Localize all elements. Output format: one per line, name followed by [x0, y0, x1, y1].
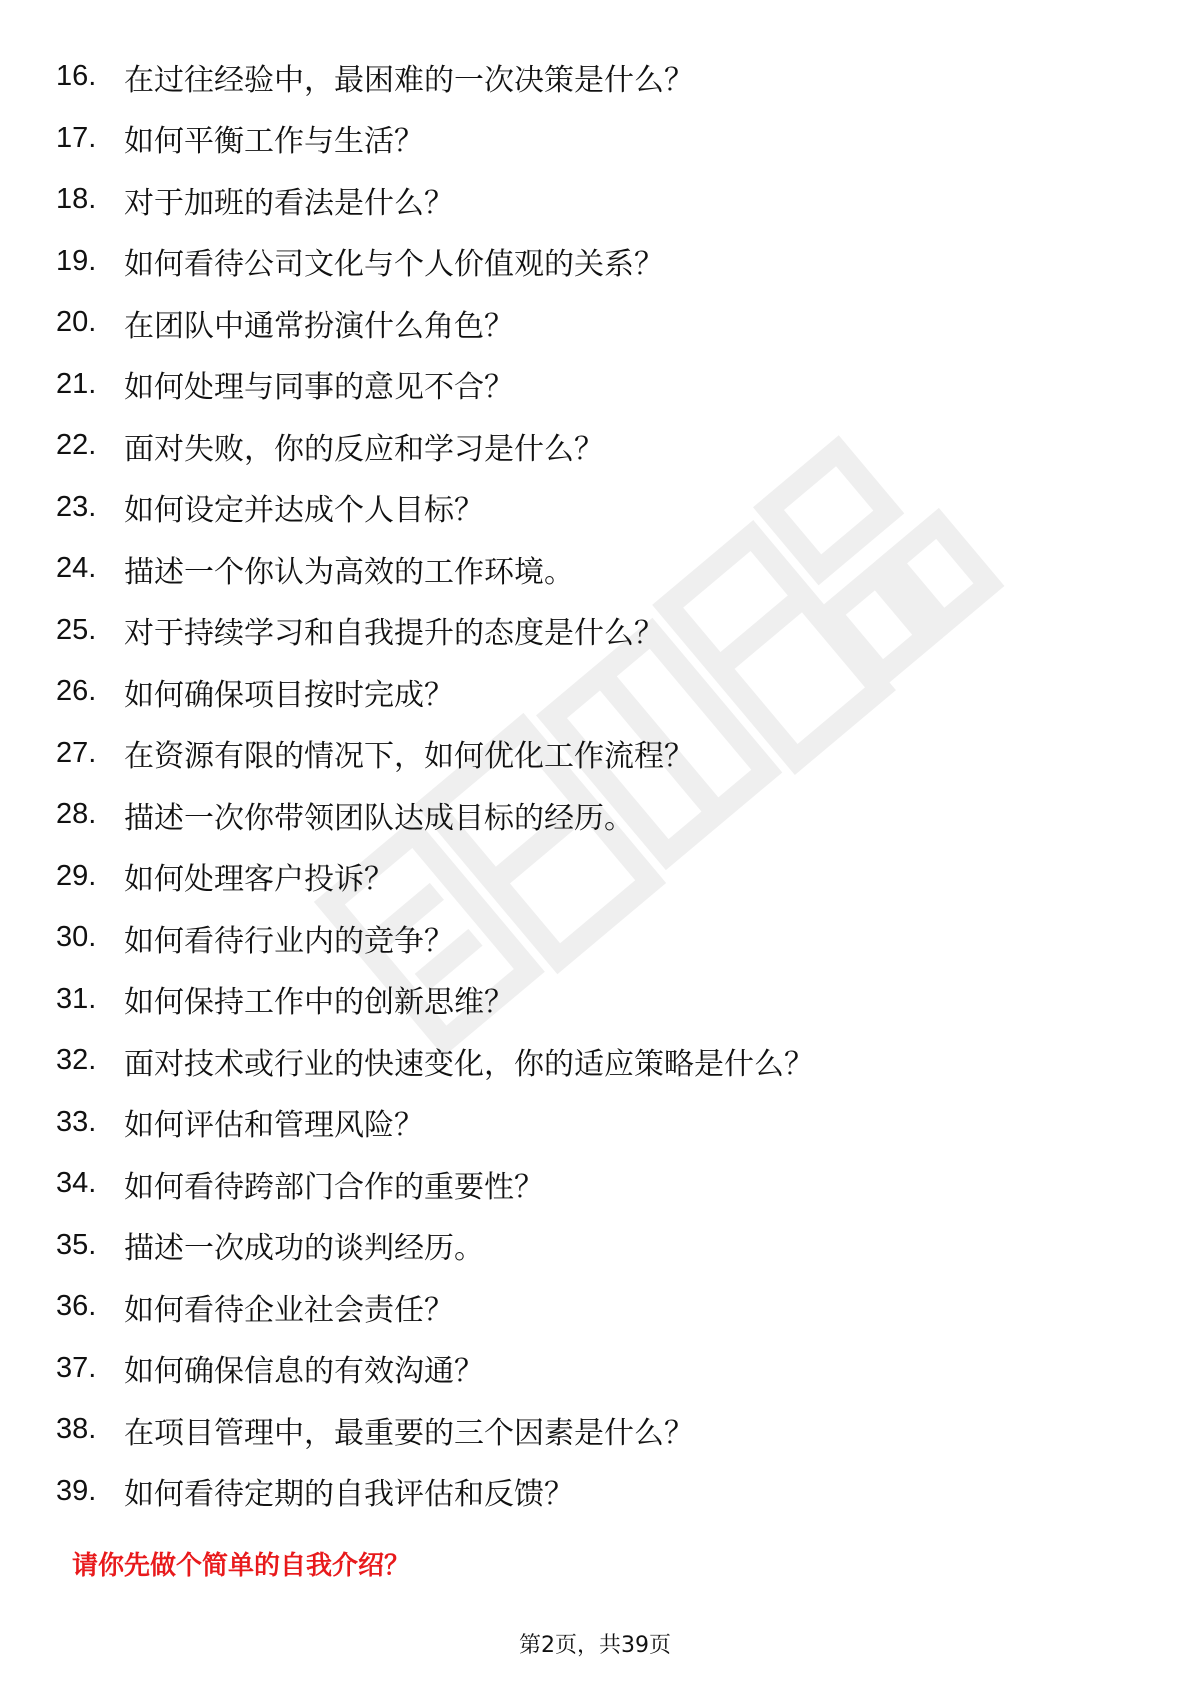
page-number-footer: 第2页，共39页 [519, 1633, 671, 1658]
question-item [56, 1461, 814, 1523]
question-number: 26. [56, 675, 97, 708]
question-number: 37. [56, 1351, 97, 1384]
question-text: 如何看待定期的自我评估和反馈？ [124, 1477, 574, 1513]
question-number: 36. [56, 1290, 97, 1323]
question-text: 在资源有限的情况下，如何优化工作流程？ [124, 739, 694, 775]
question-item [56, 723, 814, 785]
question-text: 如何确保信息的有效沟通？ [124, 1354, 484, 1390]
question-text: 如何看待行业内的竞争？ [124, 923, 454, 959]
question-item [56, 969, 814, 1031]
question-item [56, 477, 814, 539]
question-item [56, 600, 814, 662]
question-text: 如何评估和管理风险？ [124, 1108, 424, 1144]
question-text: 如何平衡工作与生活？ [124, 124, 424, 160]
question-number: 23. [56, 490, 97, 523]
question-item [56, 1153, 814, 1215]
question-text: 描述一次成功的谈判经历。 [124, 1231, 484, 1267]
question-number: 32. [56, 1044, 97, 1077]
question-item [56, 1030, 814, 1092]
question-text: 如何确保项目按时完成？ [124, 677, 454, 713]
question-text: 如何看待企业社会责任？ [124, 1292, 454, 1328]
question-item [56, 661, 814, 723]
question-item [56, 292, 814, 354]
question-item [56, 169, 814, 231]
question-item [56, 231, 814, 293]
question-item [56, 1399, 814, 1461]
question-number: 17. [56, 121, 97, 154]
question-text: 面对技术或行业的快速变化，你的适应策略是什么？ [124, 1046, 814, 1082]
question-item [56, 1276, 814, 1338]
question-number: 19. [56, 244, 97, 277]
question-text: 面对失败，你的反应和学习是什么？ [124, 431, 604, 467]
section-heading: 请你先做个简单的自我介绍？ [72, 1551, 411, 1581]
question-item [56, 108, 814, 170]
question-number: 20. [56, 306, 97, 339]
question-list [56, 46, 814, 1522]
question-item [56, 846, 814, 908]
question-item [56, 415, 814, 477]
question-text: 如何看待跨部门合作的重要性？ [124, 1169, 544, 1205]
question-text: 在过往经验中，最困难的一次决策是什么？ [124, 62, 694, 98]
question-number: 30. [56, 921, 97, 954]
question-text: 描述一次你带领团队达成目标的经历。 [124, 800, 634, 836]
question-number: 33. [56, 1105, 97, 1138]
question-number: 21. [56, 367, 97, 400]
question-item [56, 1215, 814, 1277]
question-number: 38. [56, 1413, 97, 1446]
question-item [56, 784, 814, 846]
question-text: 如何处理客户投诉？ [124, 862, 394, 898]
question-text: 描述一个你认为高效的工作环境。 [124, 554, 574, 590]
question-number: 39. [56, 1474, 97, 1507]
question-number: 18. [56, 183, 97, 216]
question-text: 对于持续学习和自我提升的态度是什么？ [124, 616, 664, 652]
question-number: 28. [56, 798, 97, 831]
question-item [56, 538, 814, 600]
question-text: 如何看待公司文化与个人价值观的关系？ [124, 247, 664, 283]
question-text: 对于加班的看法是什么？ [124, 185, 454, 221]
question-number: 22. [56, 429, 97, 462]
question-number: 25. [56, 613, 97, 646]
question-text: 在项目管理中，最重要的三个因素是什么？ [124, 1415, 694, 1451]
question-number: 24. [56, 552, 97, 585]
question-text: 在团队中通常扮演什么角色？ [124, 308, 514, 344]
question-text: 如何保持工作中的创新思维？ [124, 985, 514, 1021]
question-number: 29. [56, 859, 97, 892]
question-item [56, 1092, 814, 1154]
question-number: 31. [56, 982, 97, 1015]
question-number: 16. [56, 60, 97, 93]
question-item [56, 1338, 814, 1400]
question-number: 34. [56, 1167, 97, 1200]
question-item [56, 46, 814, 108]
question-item [56, 907, 814, 969]
question-text: 如何处理与同事的意见不合？ [124, 370, 514, 406]
question-number: 27. [56, 736, 97, 769]
question-item [56, 354, 814, 416]
question-text: 如何设定并达成个人目标？ [124, 493, 484, 529]
question-number: 35. [56, 1228, 97, 1261]
